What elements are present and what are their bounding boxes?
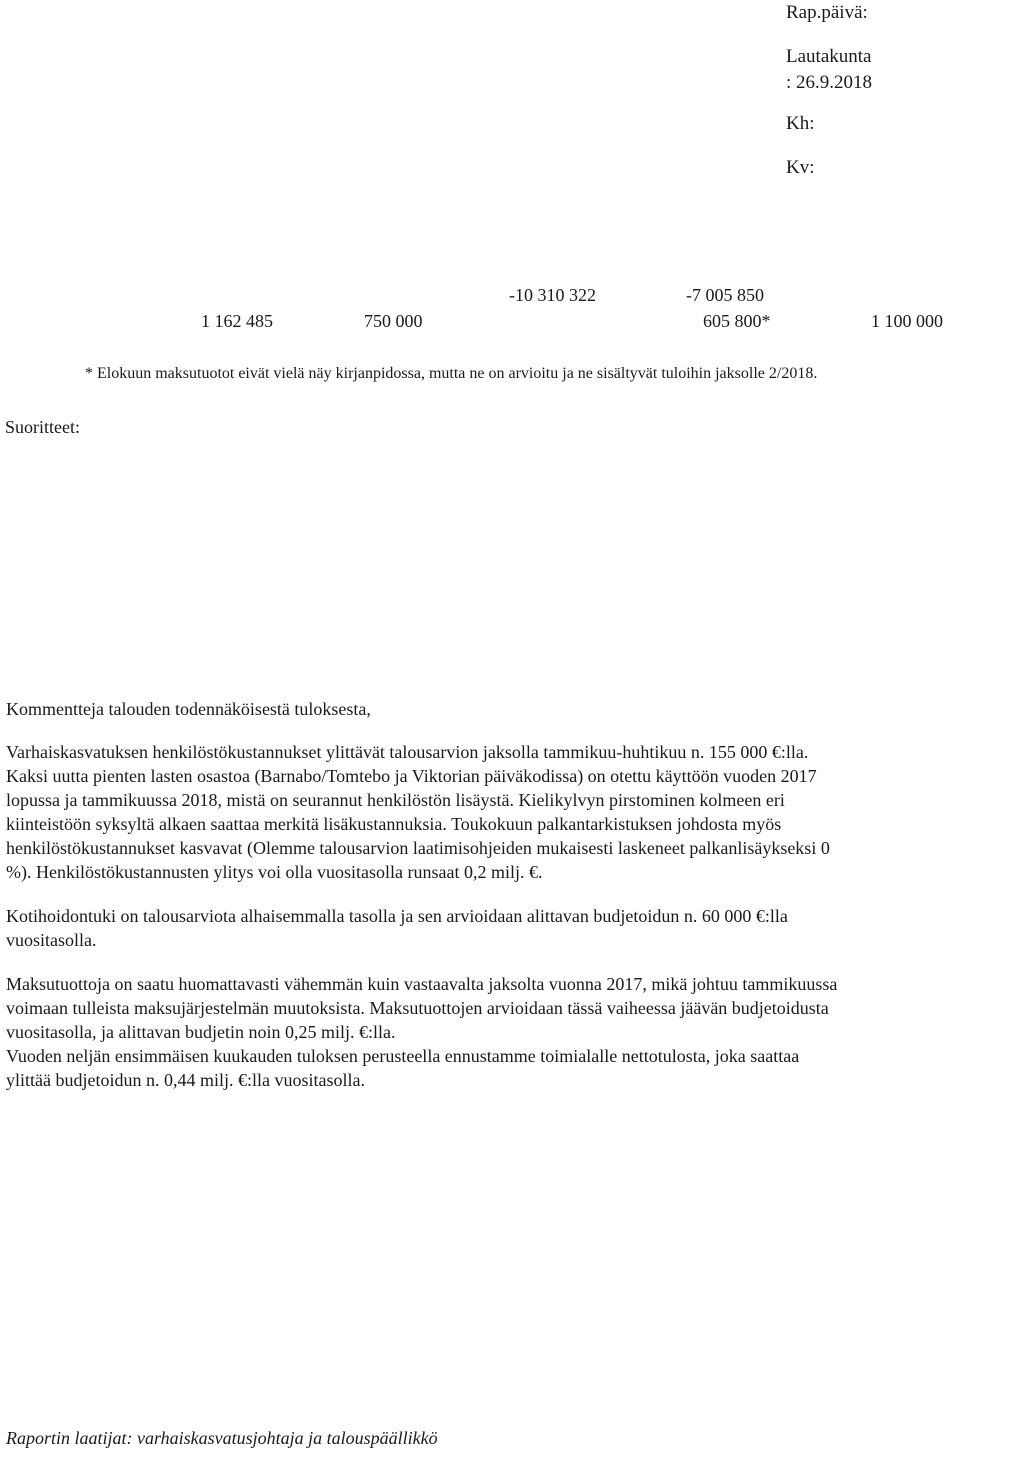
comment-line: Kotihoidontuki on talousarviota alhaisemmalla tasolla ja sen arvioidaan alittavan budjetoidun n. 60 000 €:lla: [6, 906, 788, 926]
comment-line: voimaan tulleista maksujärjestelmän muutoksista. Maksutuottojen arvioidaan tässä vaiheessa jäävän budjetoidusta: [6, 998, 829, 1018]
comment-line: Varhaiskasvatuksen henkilöstökustannukset ylittävät talousarvion jaksolla tammikuu-huhtikuu n. 155 000 €:lla.: [6, 742, 809, 762]
comment-line: Maksutuottoja on saatu huomattavasti vähemmän kuin vastaavalta jaksolta vuonna 2017, mikä johtuu tammikuussa: [6, 974, 838, 994]
report-date-label: Rap.päivä:: [786, 2, 868, 23]
figure-row2-col3: 605 800*: [703, 311, 771, 331]
comment-line: %). Henkilöstökustannusten ylitys voi olla vuositasolla runsaat 0,2 milj. €.: [6, 862, 543, 882]
figure-row1-col2: -7 005 850: [686, 285, 764, 305]
figure-row1-col1: -10 310 322: [509, 285, 596, 305]
comments-heading: Kommentteja talouden todennäköisestä tuloksesta,: [6, 699, 371, 719]
comment-line: ylittää budjetoidun n. 0,44 milj. €:lla vuositasolla.: [6, 1070, 365, 1090]
committee-date: : 26.9.2018: [786, 72, 873, 93]
figure-row2-col2: 750 000: [364, 311, 423, 331]
comment-line: vuositasolla.: [6, 930, 97, 950]
figure-row2-col4: 1 100 000: [871, 311, 943, 331]
kv-label: Kv:: [786, 157, 815, 178]
comment-line: vuositasolla, ja alittavan budjetin noin 0,25 milj. €:lla.: [6, 1022, 396, 1042]
committee-label: Lautakunta: [786, 46, 872, 67]
kh-label: Kh:: [786, 113, 815, 134]
comment-line: kiinteistöön syksyltä alkaen saattaa merkitä lisäkustannuksia. Toukokuun palkantarkistuksen johdosta myös: [6, 814, 782, 834]
comment-line: Kaksi uutta pienten lasten osastoa (Barnabo/Tomtebo ja Viktorian päiväkodissa) on otettu käyttöön vuoden 2017: [6, 766, 817, 786]
comment-line: henkilöstökustannukset kasvavat (Olemme talousarvion laatimisohjeiden mukaisesti laskeneet palkanlisäykseksi 0: [6, 838, 830, 858]
figure-row2-col1: 1 162 485: [201, 311, 273, 331]
outputs-label: Suoritteet:: [5, 417, 80, 437]
comments-section: [6, 697, 1022, 1092]
comment-line: lopussa ja tammikuussa 2018, mistä on seurannut henkilöstön lisäystä. Kielikylvyn pirstominen kolmeen eri: [6, 790, 785, 810]
report-authors: Raportin laatijat: varhaiskasvatusjohtaja ja talouspäällikkö: [6, 1428, 438, 1448]
comment-line: Vuoden neljän ensimmäisen kuukauden tuloksen perusteella ennustamme toimialalle nettotulosta, joka saattaa: [6, 1046, 800, 1066]
footnote: * Elokuun maksutuotot eivät vielä näy kirjanpidossa, mutta ne on arvioitu ja ne sisältyvät tuloihin jaksolle 2/2018.: [85, 365, 818, 382]
